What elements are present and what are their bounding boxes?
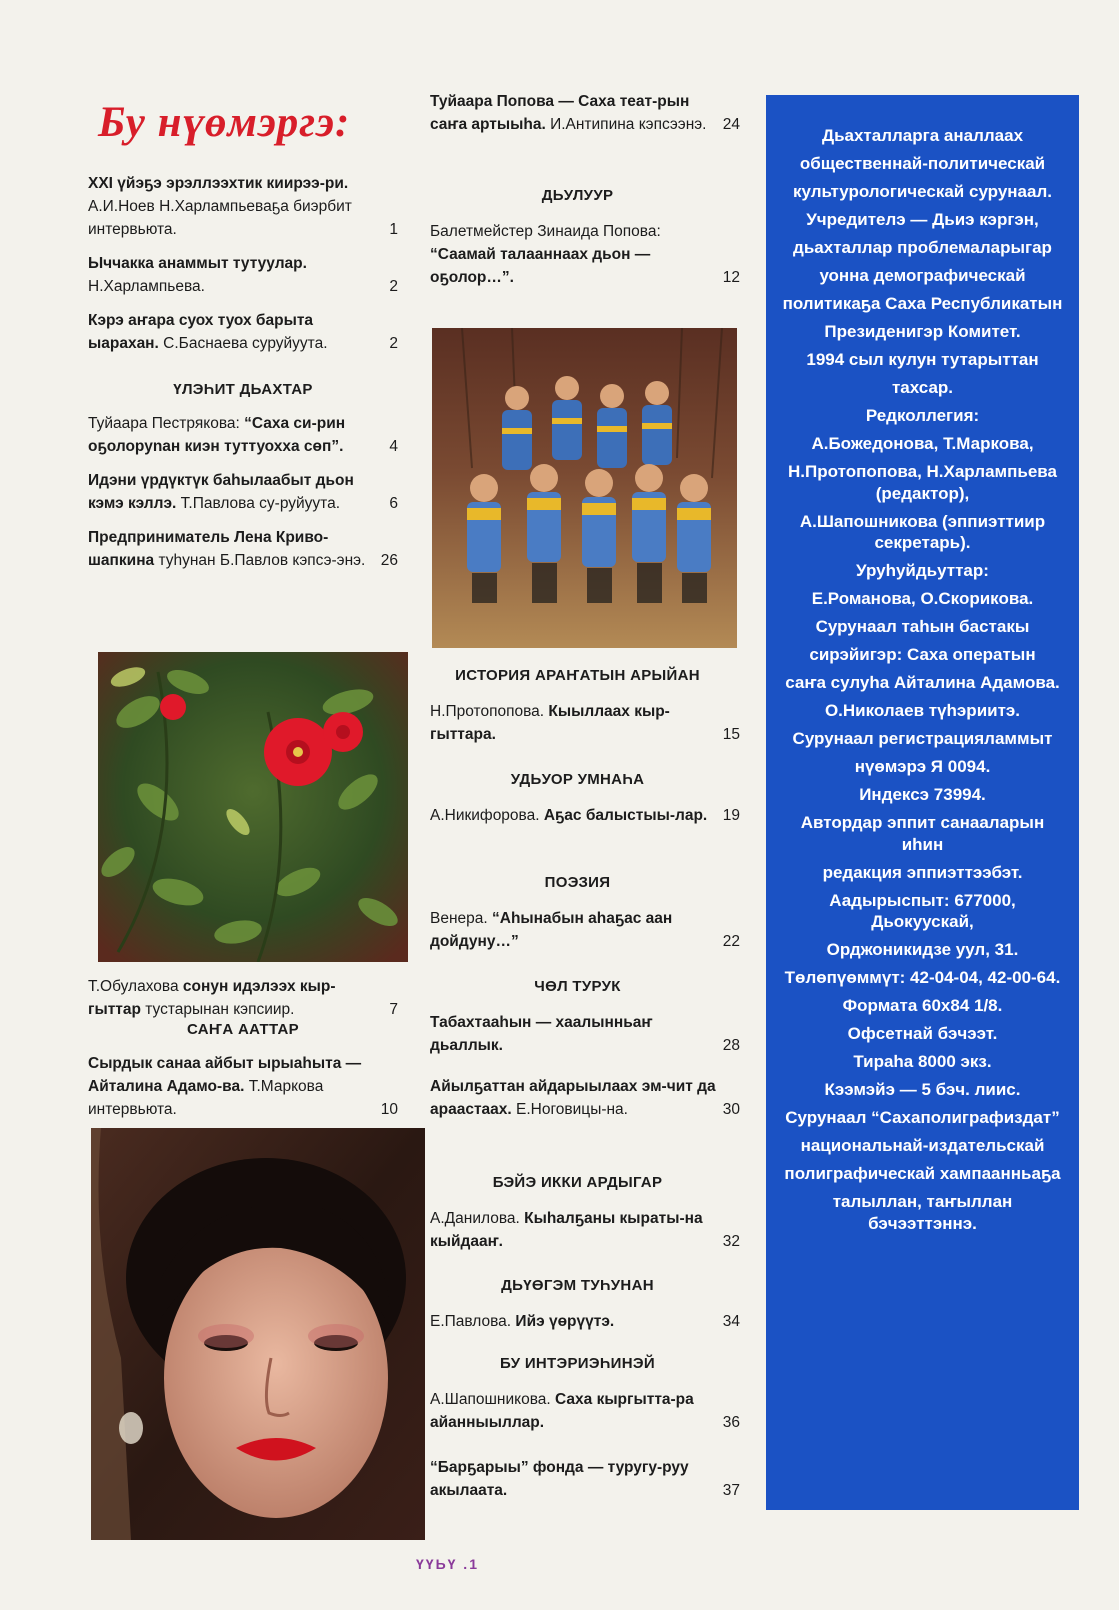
page-number: 22	[722, 933, 740, 950]
portrait-image	[91, 1128, 425, 1540]
entry-author: Балетмейстер Зинаида Попова:	[430, 223, 661, 240]
entry-author: Т.Обулахова	[88, 978, 183, 995]
toc-entry	[88, 975, 398, 1021]
entry-title: Кыһалҕаны кыраты-на кыйдааҥ.	[430, 1210, 703, 1250]
imprint-line: Президенигэр Комитет.	[824, 322, 1021, 341]
page-number: 7	[389, 1001, 398, 1018]
entry-author: Т.Маркова интервьюта.	[88, 1078, 324, 1118]
page-number: 36	[722, 1414, 740, 1431]
toc-left-mid	[88, 412, 398, 572]
imprint-line: А.Шапошникова (эппиэттиир секретарь).	[799, 511, 1046, 552]
imprint-line: талыллан, таҥыллан бэчээттэннэ.	[832, 1192, 1013, 1233]
section-title: ДЬҮӨГЭМ ТУҺУНАН	[501, 1277, 654, 1294]
section-title: ҮЛЭҺИТ ДЬАХТАР	[173, 381, 313, 398]
page-number: 6	[389, 495, 398, 512]
page-number: 26	[380, 552, 398, 569]
toc-entry	[430, 1388, 740, 1434]
imprint-line: Орджоникидзе уул, 31.	[826, 940, 1019, 959]
imprint-line: Индексэ 73994.	[859, 785, 986, 804]
imprint-line: Уруһуйдьуттар:	[856, 561, 989, 580]
imprint-line: Төлөпүөммүт: 42-04-04, 42-00-64.	[784, 968, 1061, 987]
page-number: 15	[722, 726, 740, 743]
section-title: ИСТОРИЯ АРАҤАТЫН АРЫЙАН	[455, 667, 700, 684]
toc-entry	[430, 907, 740, 953]
imprint-line: сирэйигэр: Саха оператын	[809, 645, 1036, 664]
imprint-line: Офсетнай бэчээт.	[847, 1024, 998, 1043]
toc-entry	[88, 172, 398, 241]
entry-author: Е.Павлова.	[430, 1313, 516, 1330]
imprint-line: полиграфическай хампаанньаҕа	[784, 1164, 1061, 1183]
toc-entry	[88, 309, 398, 355]
imprint-line: Аадырыспыт: 677000, Дьокуускай,	[829, 890, 1016, 931]
toc-mid-entry	[430, 907, 740, 953]
toc-entry	[430, 1456, 740, 1502]
entry-author: Венера.	[430, 910, 492, 927]
entry-title: Предприниматель Лена Криво-шапкина	[88, 529, 329, 569]
imprint-line: политикаҕа Саха Республикатын	[782, 294, 1063, 313]
imprint-line: Формата 60х84 1/8.	[842, 996, 1003, 1015]
toc-entry	[430, 1310, 740, 1333]
toc-mid-entry	[430, 1075, 740, 1121]
toc-entry	[430, 1011, 740, 1057]
page-number: 37	[722, 1482, 740, 1499]
toc-entry	[430, 1075, 740, 1121]
imprint-line: О.Николаев түһэриитэ.	[824, 701, 1021, 720]
imprint-line: Н.Протопопова, Н.Харлампьева (редактор),	[788, 462, 1057, 503]
toc-mid-entry	[430, 700, 740, 746]
entry-title: Айылҕаттан айдарыылаах эм-чит да араастаах.	[430, 1078, 716, 1118]
page-number: 2	[389, 335, 398, 352]
toc-entry	[430, 1207, 740, 1253]
flower-image	[98, 652, 408, 962]
flower-caption	[88, 975, 398, 1021]
toc-left-top	[88, 172, 398, 355]
page-number: 28	[722, 1037, 740, 1054]
imprint-line: Е.Романова, О.Скорикова.	[811, 589, 1034, 608]
entry-title: Сырдык санаа айбыт ырыаһыта — Айталина Адамо-ва.	[88, 1055, 362, 1095]
toc-entry	[88, 252, 398, 298]
entry-title: Туйаара Попова — Саха теат-рын саҥа артыыһа.	[430, 93, 690, 133]
page-number: 34	[722, 1313, 740, 1330]
toc-entry	[430, 90, 740, 136]
page-number: 2	[389, 278, 398, 295]
imprint-line: общественнай-политическай	[799, 154, 1046, 173]
toc-mid-top	[430, 90, 740, 136]
toc-entry	[430, 700, 740, 746]
entry-author: А.Шапошникова.	[430, 1391, 556, 1408]
toc-left-bottom	[88, 1052, 398, 1121]
section-title: ЧӨЛ ТУРУК	[534, 978, 621, 995]
section-title: БЭЙЭ ИККИ АРДЫГАР	[492, 1174, 663, 1191]
toc-entry	[88, 1052, 398, 1121]
imprint-line: А.Божедонова, Т.Маркова,	[811, 434, 1034, 453]
toc-mid-entry	[430, 1011, 740, 1057]
page-number: 30	[722, 1101, 740, 1118]
entry-title: “Саха си-рин оҕолоруnан киэн туттуохха сөп”.	[88, 415, 346, 455]
entry-author: Е.Ноговицы-на.	[511, 1101, 628, 1118]
imprint-panel	[766, 95, 1079, 1510]
section-title: БУ ИНТЭРИЭҺИНЭЙ	[500, 1355, 655, 1372]
page-number: 32	[722, 1233, 740, 1250]
toc-entry	[430, 804, 740, 827]
entry-author: С.Баснаева суруйуута.	[158, 335, 328, 352]
page-number: 1	[389, 221, 398, 238]
toc-mid-entry	[430, 1388, 740, 1434]
page-number: 24	[722, 116, 740, 133]
entry-title: Идэни үрдүктүк баһылаабыт дьон кэмэ кэллэ.	[88, 472, 354, 512]
entry-author: Туйаара Пестрякова:	[88, 415, 245, 432]
section-title: ДЬУЛУУР	[541, 187, 614, 204]
entry-note: тустарынан кэпсиир.	[140, 1001, 295, 1018]
entry-author: А.Никифорова.	[430, 807, 544, 824]
entry-author: И.Антипина кэпсээнэ.	[545, 116, 707, 133]
toc-mid-entry	[430, 1310, 740, 1333]
entry-title: сонун идэлээх кыр-гыттар	[88, 978, 336, 1018]
imprint-line: Сурунаал “Сахаполиграфиздат”	[785, 1108, 1060, 1127]
imprint-line: редакция эппиэттээбэт.	[822, 862, 1023, 882]
imprint-line: Сурунаал таһын бастакы	[815, 617, 1030, 636]
imprint-line: Дьахталларга аналлаах	[821, 126, 1024, 145]
page-number: 19	[722, 807, 740, 824]
imprint-line: 1994 сыл кулун тутарыттан	[806, 350, 1039, 369]
imprint-line: Автордар эппит санааларын иһин	[800, 813, 1045, 854]
entry-title: Табахтааһын — хаалынньаҥ дьаллык.	[430, 1014, 653, 1054]
section-title: ПОЭЗИЯ	[544, 874, 611, 891]
page-number: 4	[389, 438, 398, 455]
children-image	[432, 328, 737, 648]
imprint-line: Сурунаал регистрацияламмыт	[792, 729, 1053, 748]
imprint-line: Учредителэ — Дьиэ кэргэн,	[806, 210, 1039, 229]
imprint-line: Кээмэйэ — 5 бэч. лиис.	[824, 1080, 1021, 1099]
portrait-photo	[91, 1128, 425, 1540]
section-title: УДЬУОР УМНАҺА	[510, 771, 645, 788]
imprint-line: тахсар.	[891, 378, 954, 397]
entry-title: “Аһынабын аһаҕас аан дойдуну…”	[430, 910, 673, 950]
entry-title: Ийэ үөрүүтэ.	[515, 1313, 615, 1330]
imprint-line: нүөмэрэ Я 0094.	[854, 757, 991, 776]
entry-author: Н.Харлампьева.	[88, 278, 205, 295]
toc-mid-dyuluur	[430, 220, 740, 289]
toc-entry	[88, 469, 398, 515]
page-number: 10	[380, 1101, 398, 1118]
entry-author: туһунан Б.Павлов кэпсэ-энэ.	[154, 552, 366, 569]
toc-mid-entry	[430, 1456, 740, 1502]
rosehip-flower-photo	[98, 652, 408, 962]
entry-title: Аҕас балыстыы-лар.	[543, 807, 708, 824]
entry-title: XXI үйэҕэ эрэллээхтик киирээ-ри.	[88, 175, 349, 192]
entry-author: Н.Протопопова.	[430, 703, 549, 720]
entry-author: А.Данилова.	[430, 1210, 525, 1227]
section-title: САҤА ААТТАР	[187, 1021, 299, 1038]
page-number: 12	[722, 269, 740, 286]
entry-title: “Барҕарыы” фонда — туругу-руу акылаата.	[430, 1459, 689, 1499]
footer-page-mark: ҮҮЬҮ .1	[416, 1556, 479, 1572]
imprint-line: саҥа сулуһа Айталина Адамова.	[785, 673, 1060, 692]
imprint-line: дьахталлар проблемаларыгар	[793, 238, 1052, 257]
children-ensemble-photo	[432, 328, 737, 648]
toc-entry	[430, 220, 740, 289]
page-heading: Бу нүөмэргэ:	[98, 99, 351, 146]
imprint-line: Редколлегия:	[865, 406, 980, 425]
entry-title: Саха кыргытта-ра айанныыллар.	[430, 1391, 694, 1431]
entry-title: Ыччакка анаммыт тутуулар.	[88, 255, 307, 272]
toc-entry	[88, 526, 398, 572]
entry-author: Т.Павлова су-руйуута.	[176, 495, 341, 512]
toc-entry	[88, 412, 398, 458]
imprint-line: Тираһа 8000 экз.	[853, 1052, 992, 1071]
imprint-line: национальнай-издательскай	[800, 1136, 1045, 1155]
imprint-line: культурологическай сурунаал.	[792, 182, 1052, 201]
entry-title: Кэрэ аҥара суох туох барыта ыарахан.	[88, 312, 314, 352]
entry-title: Кыыллаах кыр-гыттара.	[430, 703, 670, 743]
imprint-line: уонна демографическай	[819, 266, 1026, 285]
entry-title: “Саамай талааннаах дьон — оҕолор…”.	[430, 246, 651, 286]
toc-mid-entry	[430, 804, 740, 827]
entry-author: А.И.Ноев Н.Харлампьеваҕа биэрбит интервьюта.	[88, 198, 352, 238]
toc-mid-entry	[430, 1207, 740, 1253]
